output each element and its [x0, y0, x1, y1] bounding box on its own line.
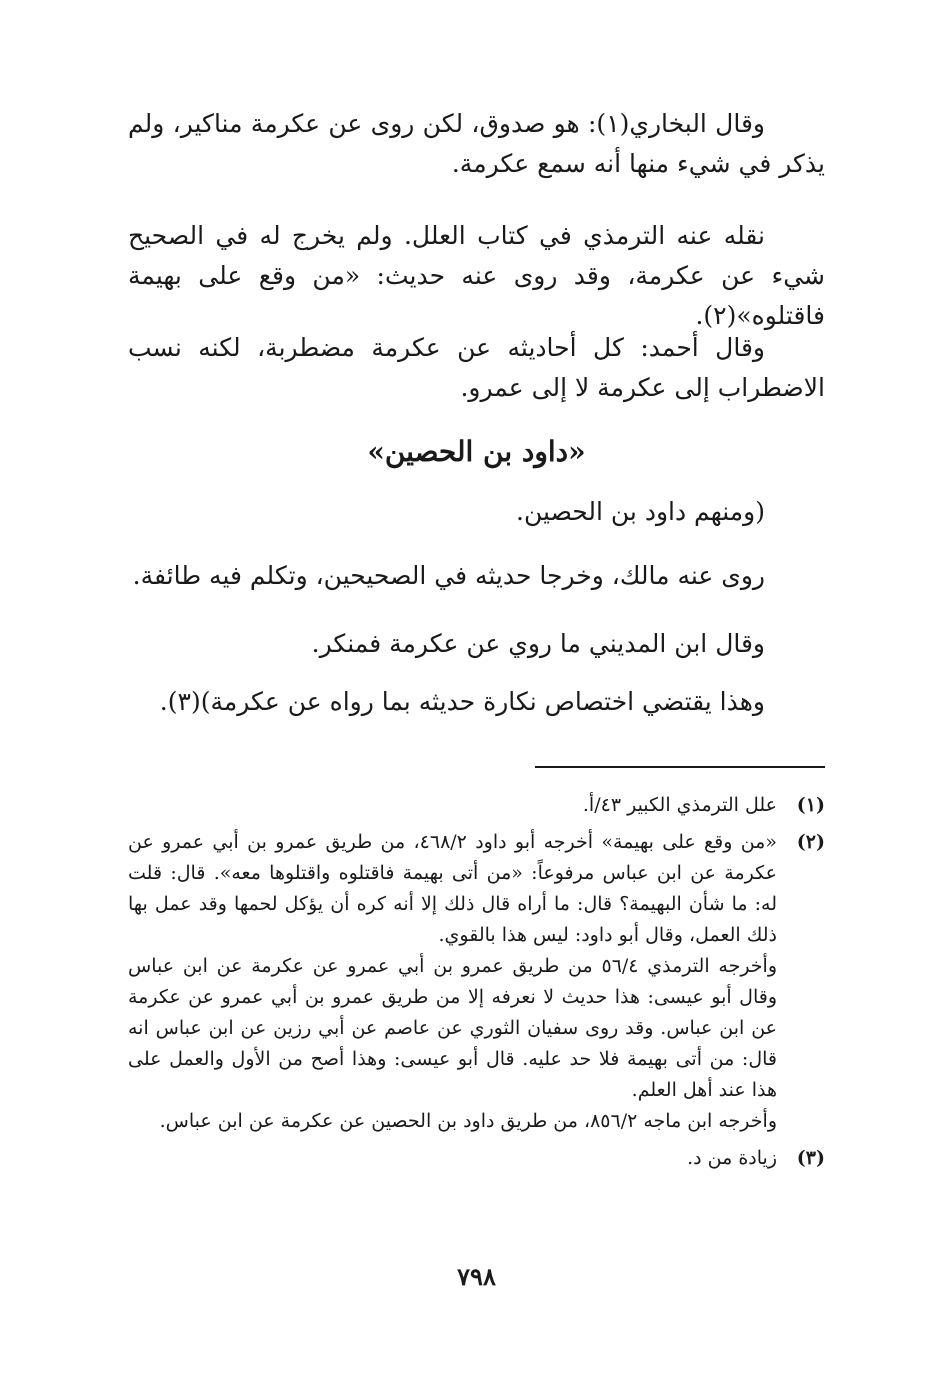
paragraph-madini: وقال ابن المديني ما روي عن عكرمة فمنكر.	[311, 629, 765, 658]
footnote-body	[128, 1143, 777, 1174]
page-number: ٧٩٨	[457, 1262, 496, 1291]
footnote-item	[128, 1143, 825, 1174]
footnote-text: وأخرجه الترمذي ٥٦/٤ من طريق عمرو بن أبي عمرو عن عكرمة عن ابن عباس وقال أبو عيسى: هذا حديث لا نعرفه إلا من طريق عمرو بن أبي عمرو عن عكرمة عن ابن عباس. وقد روى سفيان الثوري عن عاصم عن أبي رزين عن ابن عباس انه قال: من أتى بهيمة فلا حد عليه. قال أبو عيسى: وهذا أصح من الأول والعمل على هذا عند أهل العلم.	[128, 955, 778, 1101]
document-page	[128, 0, 825, 1394]
footnote-body	[128, 790, 777, 821]
footnotes	[128, 790, 825, 1180]
footnote-separator	[535, 766, 825, 768]
footnote-text: علل الترمذي الكبير ٤٣/أ.	[582, 794, 777, 816]
paragraph-bukhari: وقال البخاري(١): هو صدوق، لكن روى عن عكرمة مناكير، ولم يذكر في شيء منها أنه سمع عكرمة.	[128, 109, 825, 178]
paragraph-conclusion: وهذا يقتضي اختصاص نكارة حديثه بما رواه عن عكرمة)(٣).	[159, 687, 765, 716]
footnote-text: «من وقع على بهيمة» أخرجه أبو داود ٤٦٨/٢، من طريق عمرو بن أبي عمرو عن عكرمة عن ابن عباس مرفوعاً: «من أتى بهيمة فاقتلوه واقتلوها معه». قال: قلت له: ما شأن البهيمة؟ قال: ما أراه قال ذلك إلا أنه كره أن يؤكل لحمها وقد عمل بها ذلك العمل، وقال أبو داود: ليس هذا بالقوي.	[128, 831, 777, 946]
footnote-number: (٣)	[796, 1147, 825, 1169]
footnote-text: وأخرجه ابن ماجه ٨٥٦/٢، من طريق داود بن الحصين عن عكرمة عن ابن عباس.	[159, 1110, 777, 1132]
footnote-number: (٢)	[796, 831, 825, 853]
section-heading: «داود بن الحصين»	[367, 435, 586, 468]
paragraph-tirmidhi: نقله عنه الترمذي في كتاب العلل. ولم يخرج له في الصحيح شيء عن عكرمة، وقد روى عنه حديث: «من وقع على بهيمة فاقتلوه»(٢).	[128, 221, 825, 330]
footnote-item	[128, 827, 825, 1137]
paragraph-malik: روى عنه مالك، وخرجا حديثه في الصحيحين، وتكلم فيه طائفة.	[132, 561, 765, 590]
footnote-text: زيادة من د.	[687, 1147, 777, 1169]
paragraph-dawud: (ومنهم داود بن الحصين.	[516, 497, 765, 526]
footnote-body	[128, 827, 777, 1137]
footnote-number: (١)	[796, 794, 825, 816]
paragraph-ahmad: وقال أحمد: كل أحاديثه عن عكرمة مضطربة، لكنه نسب الاضطراب إلى عكرمة لا إلى عمرو.	[128, 333, 825, 402]
footnote-item	[128, 790, 825, 821]
